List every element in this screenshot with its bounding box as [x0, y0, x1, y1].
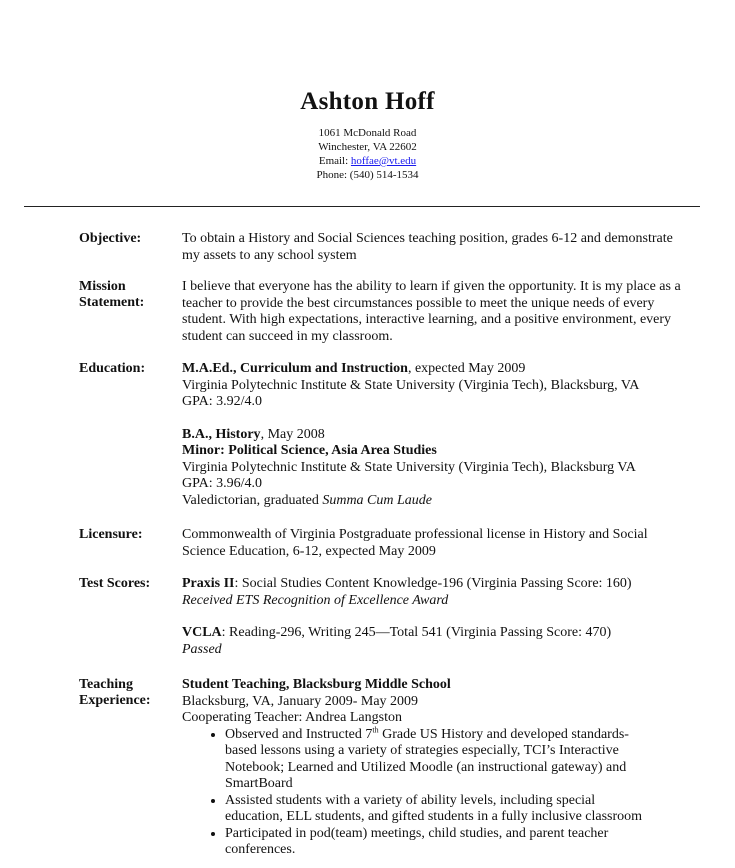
bullet1-part-b: Grade US History and developed standards-based lessons using a variety of strategies especially, TCI’s Interactive Notebook; Learned and Utilized Moodle (an instructional gateway) and SmartBoard: [225, 726, 629, 791]
list-item: • Participated in pod(team) meetings, child studies, and parent teacher conferences.: [225, 826, 652, 859]
education-label: Education:: [79, 361, 146, 376]
degree1-date: , expected May 2009: [407, 361, 526, 376]
teaching-label-line2: Experience:: [79, 693, 151, 708]
degree2-line: [182, 427, 682, 444]
teaching-title: [182, 677, 652, 694]
praxis-line: [182, 576, 682, 593]
vcla-result: [182, 642, 682, 659]
degree2-honor-line: [182, 493, 682, 510]
teaching-title-text: Student Teaching, Blacksburg Middle School: [182, 677, 451, 692]
praxis-text: : Social Studies Content Knowledge-196 (Virginia Passing Score: 160): [234, 576, 632, 591]
degree1-title: M.A.Ed., Curriculum and Instruction: [182, 361, 408, 376]
mission-label-line1: Mission: [79, 279, 126, 294]
email-link[interactable]: hoffae@vt.edu: [350, 155, 417, 167]
mission-text: I believe that everyone has the ability to learn if given the opportunity. It is my place as a teacher to provide the best circumstances possible to meet the unique needs of every student. With high expectations, interactive learning, and a positive environment, every student can succeed in my classroom.: [182, 279, 681, 344]
praxis-title: Praxis II: [182, 576, 235, 591]
vcla-result-text: Passed: [182, 641, 222, 657]
mission-label: [79, 279, 179, 311]
degree2-honor: Summa Cum Laude: [322, 492, 432, 508]
teaching-cooperating: Cooperating Teacher: Andrea Langston: [182, 710, 402, 725]
praxis-award-text: Received ETS Recognition of Excellence Award: [182, 592, 449, 608]
contact-block: [0, 126, 735, 182]
degree2-title: B.A., History: [182, 426, 261, 442]
objective-label: Objective:: [79, 231, 142, 246]
applicant-name: Ashton Hoff: [300, 88, 435, 115]
degree1-gpa: GPA: 3.92/4.0: [182, 394, 263, 409]
degree1-school: Virginia Polytechnic Institute & State University (Virginia Tech), Blacksburg, VA: [182, 377, 640, 393]
address-line-1: 1061 McDonald Road: [318, 127, 417, 139]
teaching-content: [182, 677, 652, 859]
teaching-location: Blacksburg, VA, January 2009- May 2009: [182, 693, 419, 709]
email-line: [0, 154, 735, 168]
vcla-line: [182, 625, 682, 642]
degree2-minor: [182, 443, 682, 460]
vcla-title: VCLA: [182, 625, 222, 640]
degree1-line: [182, 361, 682, 378]
header-divider: [24, 206, 700, 207]
licensure-text: Commonwealth of Virginia Postgraduate professional license in History and Social Science Education, 6-12, expected May 2009: [182, 527, 648, 559]
degree2-school: Virginia Polytechnic Institute & State University (Virginia Tech), Blacksburg VA: [182, 459, 636, 475]
resume-header: [0, 86, 735, 182]
teaching-label-line1: Teaching: [79, 677, 133, 692]
bullet1-part-a: Observed and Instructed 7: [225, 726, 373, 742]
teaching-label: [79, 677, 179, 709]
vcla-text: : Reading-296, Writing 245—Total 541 (Virginia Passing Score: 470): [221, 625, 612, 640]
education-content: [182, 361, 682, 509]
praxis-award: [182, 593, 682, 610]
email-label: Email:: [318, 155, 349, 167]
test-scores-label: Test Scores:: [79, 576, 151, 591]
licensure-label: Licensure:: [79, 527, 143, 542]
degree2-gpa: GPA: 3.96/4.0: [182, 476, 263, 491]
mission-label-line2: Statement:: [79, 295, 145, 310]
degree2-date: , May 2008: [260, 426, 325, 442]
degree2-minor-text: Minor: Political Science, Asia Area Studies: [182, 443, 437, 458]
phone-line: Phone: (540) 514-1534: [316, 169, 419, 181]
bullet1-superscript: th: [372, 724, 379, 734]
address-line-2: Winchester, VA 22602: [318, 141, 417, 153]
teaching-bullets: [182, 724, 652, 859]
test-scores-content: [182, 576, 682, 658]
list-item: [225, 724, 652, 793]
degree2-honor-prefix: Valedictorian, graduated: [182, 492, 323, 508]
objective-text: To obtain a History and Social Sciences teaching position, grades 6-12 and demonstrate my assets to any school system: [182, 231, 673, 263]
list-item: • Assisted students with a variety of ability levels, including special education, ELL students, and gifted students in a fully inclusive classroom: [225, 793, 652, 826]
